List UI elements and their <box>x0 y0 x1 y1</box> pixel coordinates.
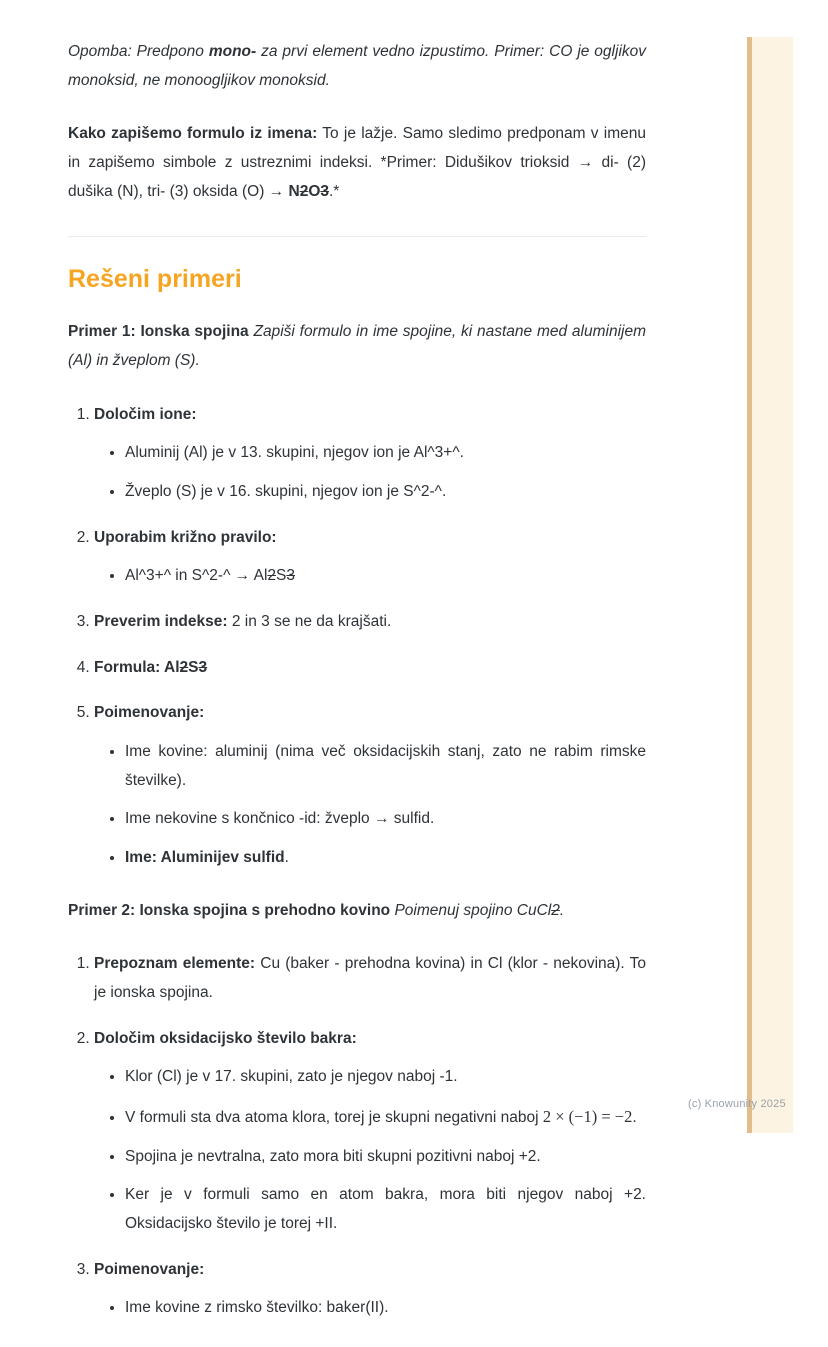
text-segment: Opomba: Predpono <box>68 43 209 60</box>
text-segment: 2 <box>299 182 309 200</box>
bullet-item <box>125 439 646 468</box>
document-content <box>68 38 646 1347</box>
list-item <box>94 1025 646 1239</box>
text-segment: Poimenovanje: <box>94 1260 205 1278</box>
paragraph <box>68 318 646 375</box>
bullet-item <box>125 478 646 507</box>
list-item <box>94 1256 646 1323</box>
text-segment: To je lažje. Samo sledimo predponam v imenu in zapišemo simbole z ustreznimi indeksi. *Primer: Didušikov trioksid → di- (2) dušika (N), tri- (3) oksida (O) → <box>68 125 647 200</box>
bullet-item <box>125 844 646 873</box>
text-segment: Ime nekovine s končnico -id: žveplo → sulfid. <box>125 810 435 828</box>
bullet-list <box>94 562 646 591</box>
numbered-list <box>68 950 646 1323</box>
copyright-watermark: (c) Knowunity 2025 <box>688 1098 786 1110</box>
list-item <box>94 608 646 637</box>
text-segment: Ime kovine z rimsko številko: baker(II). <box>125 1299 389 1317</box>
list-item <box>94 654 646 683</box>
list-item-text <box>94 401 646 430</box>
bullet-item <box>125 805 646 834</box>
text-segment: Klor (Cl) je v 17. skupini, zato je njegov naboj -1. <box>125 1068 458 1086</box>
text-segment: Primer 1: Ionska spojina <box>68 323 249 341</box>
text-segment: za prvi element vedno izpustimo. Primer: CO je ogljikov monoksid, ne monoogljikov monoksid. <box>68 43 647 89</box>
bullet-list <box>94 1063 646 1238</box>
list-item <box>94 950 646 1007</box>
text-segment: Uporabim križno pravilo: <box>94 528 277 546</box>
text-segment: mono- <box>208 43 257 60</box>
list-item <box>94 699 646 872</box>
text-segment: Kako zapišemo formulo iz imena: <box>68 125 318 143</box>
text-segment: O <box>308 182 321 200</box>
text-segment: Žveplo (S) je v 16. skupini, njegov ion je S^2-^. <box>125 483 447 501</box>
section-divider <box>68 236 646 237</box>
bullet-item <box>125 562 646 591</box>
text-segment: S <box>276 567 287 585</box>
text-segment: . <box>559 901 565 919</box>
bullet-item <box>125 1181 646 1238</box>
text-segment: 3 <box>286 567 295 585</box>
text-segment: Poimenuj spojino CuCl <box>394 901 552 919</box>
text-segment: 2 <box>179 658 189 676</box>
list-item-text <box>94 524 646 553</box>
bullet-item <box>125 1063 646 1092</box>
text-segment: Spojina je nevtralna, zato mora biti skupni pozitivni naboj +2. <box>125 1147 541 1165</box>
text-segment: 2 <box>267 567 277 585</box>
text-segment: 3 <box>198 658 208 676</box>
text-segment: 2 <box>551 901 560 919</box>
text-segment: N <box>288 182 300 200</box>
text-segment: .* <box>329 182 340 200</box>
text-segment: Aluminij (Al) je v 13. skupini, njegov ion je Al^3+^. <box>125 444 464 462</box>
text-segment: V formuli sta dva atoma klora, torej je skupni negativni naboj <box>125 1109 543 1127</box>
text-segment: Primer 2: Ionska spojina s prehodno kovino <box>68 901 391 919</box>
bullet-list <box>94 1294 646 1323</box>
text-segment: Poimenovanje: <box>94 704 205 722</box>
bullet-item <box>125 738 646 795</box>
text-segment: Zapiši formulo in ime spojine, ki nastane med aluminijem (Al) in žveplom (S). <box>68 323 646 370</box>
bullet-item <box>125 1294 646 1323</box>
text-segment: Formula: Al <box>94 658 180 676</box>
paragraph <box>68 38 646 95</box>
paragraph <box>68 897 646 926</box>
text-segment: S <box>188 658 199 676</box>
text-segment: Ime kovine: aluminij (nima več oksidacijskih stanj, zato ne rabim rimske številke). <box>125 743 646 789</box>
bullet-list <box>94 439 646 506</box>
text-segment: 2 × (−1) = −2 <box>542 1107 633 1127</box>
paragraph <box>68 120 646 206</box>
section-heading: Rešeni primeri <box>68 265 242 294</box>
text-segment: 3 <box>320 182 329 200</box>
text-segment: . <box>284 849 289 867</box>
list-item-text <box>94 1025 646 1054</box>
text-segment: Določim ione: <box>94 405 197 423</box>
bullet-item <box>125 1143 646 1172</box>
text-segment: Ime: Aluminijev sulfid <box>125 849 285 867</box>
list-item-text <box>94 699 646 728</box>
numbered-list <box>68 401 646 873</box>
next-page-edge <box>752 37 793 1133</box>
text-segment: 2 in 3 se ne da krajšati. <box>227 613 392 631</box>
list-item <box>94 524 646 591</box>
list-item-text <box>94 950 646 1007</box>
text-segment: Al^3+^ in S^2-^ → Al <box>125 567 268 585</box>
bullet-item <box>125 1102 646 1133</box>
bullet-list <box>94 738 646 873</box>
text-segment: Cu (baker - prehodna kovina) in Cl (klor - nekovina). To je ionska spojina. <box>94 955 647 1002</box>
text-segment: Določim oksidacijsko število bakra: <box>94 1029 357 1047</box>
list-item-text <box>94 1256 646 1285</box>
text-segment: Preverim indekse: <box>94 613 228 631</box>
list-item-text <box>94 654 646 683</box>
list-item-text <box>94 608 646 637</box>
text-segment: . <box>632 1109 637 1127</box>
text-segment: Ker je v formuli samo en atom bakra, mora biti njegov naboj +2. Oksidacijsko število je torej +II. <box>125 1186 646 1233</box>
list-item <box>94 401 646 507</box>
text-segment: Prepoznam elemente: <box>94 955 256 973</box>
